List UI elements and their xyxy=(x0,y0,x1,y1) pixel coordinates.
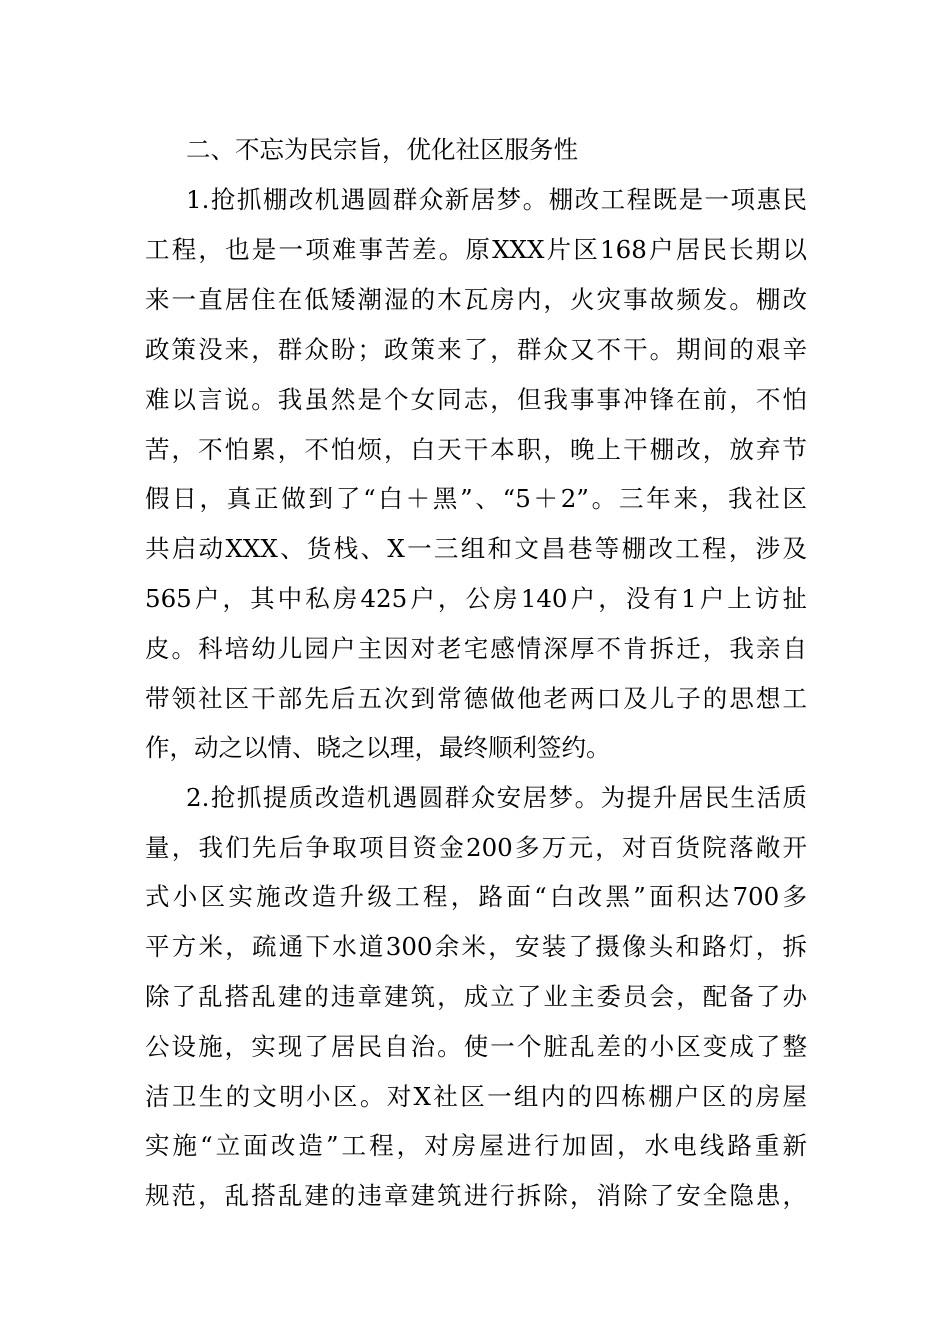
paragraph-1-line-7: 假日，真正做到了“白＋黑”、“5＋2”。三年来，我社区 xyxy=(145,484,807,513)
paragraph-2-line-9: 规范，乱搭乱建的违章建筑进行拆除，消除了安全隐患， xyxy=(145,1181,807,1210)
paragraph-1-line-2: 工程，也是一项难事苦差。原XXX片区168户居民长期以 xyxy=(145,235,807,264)
paragraph-1-line-12: 作，动之以情、晓之以理，最终顺利签约。 xyxy=(145,733,611,762)
paragraph-1-line-11: 带领社区干部先后五次到常德做他老两口及儿子的思想工 xyxy=(145,684,807,713)
paragraph-1-line-10: 皮。科培幼儿园户主因对老宅感情深厚不肯拆迁，我亲自 xyxy=(145,634,807,663)
paragraph-2-line-7: 洁卫生的文明小区。对X社区一组内的四栋棚户区的房屋 xyxy=(145,1082,807,1111)
paragraph-1-line-1: 1.抢抓棚改机遇圆群众新居梦。棚改工程既是一项惠民 xyxy=(186,185,807,214)
paragraph-1-line-6: 苦，不怕累，不怕烦，白天干本职，晚上干棚改，放弃节 xyxy=(145,435,807,464)
paragraph-2-line-3: 式小区实施改造升级工程，路面“白改黑”面积达700多 xyxy=(145,882,807,911)
paragraph-2-line-4: 平方米，疏通下水道300余米，安装了摄像头和路灯，拆 xyxy=(145,932,807,961)
paragraph-1-line-5: 难以言说。我虽然是个女同志，但我事事冲锋在前，不怕 xyxy=(145,385,807,414)
paragraph-2-line-1: 2.抢抓提质改造机遇圆群众安居梦。为提升居民生活质 xyxy=(186,783,807,812)
paragraph-1-line-8: 共启动XXX、货栈、X一三组和文昌巷等棚改工程，涉及 xyxy=(145,534,807,563)
paragraph-1-line-4: 政策没来，群众盼；政策来了，群众又不干。期间的艰辛 xyxy=(145,335,807,364)
section-heading: 二、不忘为民宗旨，优化社区服务性 xyxy=(186,135,578,164)
paragraph-2-line-6: 公设施，实现了居民自治。使一个脏乱差的小区变成了整 xyxy=(145,1032,807,1061)
paragraph-2-line-8: 实施“立面改造”工程，对房屋进行加固，水电线路重新 xyxy=(145,1131,807,1160)
paragraph-2-line-5: 除了乱搭乱建的违章建筑，成立了业主委员会，配备了办 xyxy=(145,982,807,1011)
paragraph-2-line-2: 量，我们先后争取项目资金200多万元，对百货院落敞开 xyxy=(145,833,807,862)
paragraph-1-line-9: 565户，其中私房425户，公房140户，没有1户上访扯 xyxy=(145,584,807,613)
paragraph-1-line-3: 来一直居住在低矮潮湿的木瓦房内，火灾事故频发。棚改 xyxy=(145,285,807,314)
